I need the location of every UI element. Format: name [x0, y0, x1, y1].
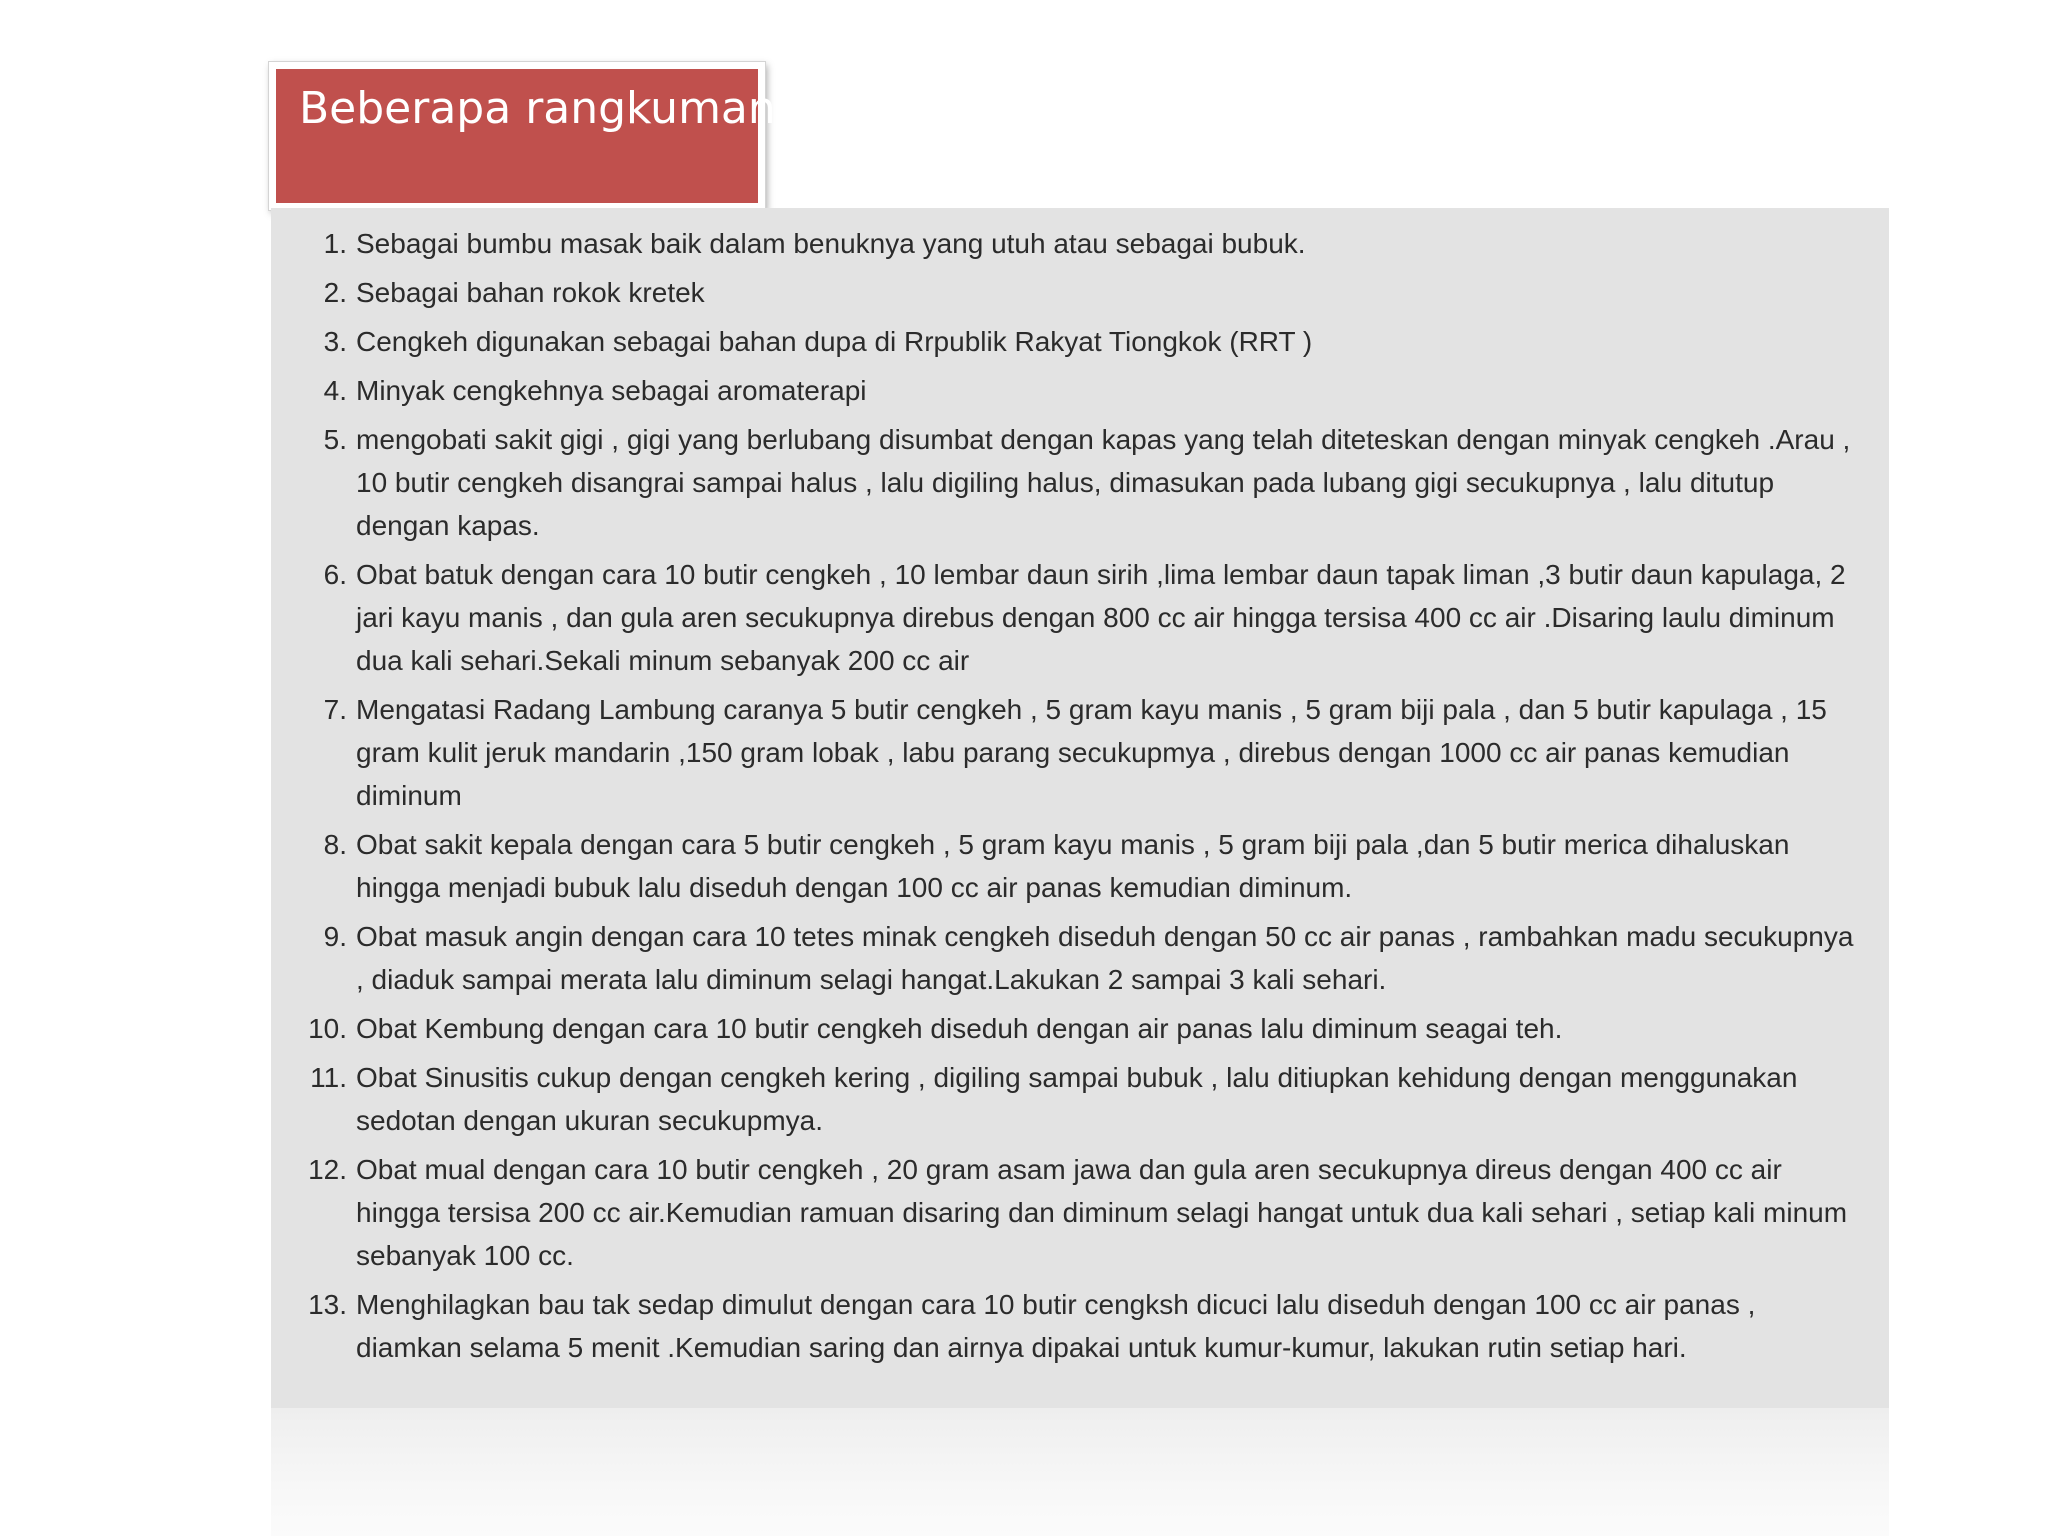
list-item-text: Cengkeh digunakan sebagai bahan dupa di Rrpublik Rakyat Tiongkok (RRT ) — [356, 326, 1313, 357]
list-item-number: 9. — [323, 921, 347, 952]
list-item-text: Mengatasi Radang Lambung caranya 5 butir cengkeh , 5 gram kayu manis , 5 gram biji pala , dan 5 butir kapulaga , 15 gram kulit jeruk mandarin ,150 gram lobak , labu parang secukupmya , direbus dengan 1000 cc air panas kemudian diminum — [356, 694, 1827, 811]
title-box — [269, 62, 776, 210]
list-item — [271, 1007, 1871, 1050]
list-item-number: 6. — [323, 559, 347, 590]
list-item-number: 2. — [323, 277, 347, 308]
list-item — [271, 369, 1871, 412]
list-item-text: Sebagai bumbu masak baik dalam benuknya yang utuh atau sebagai bubuk. — [356, 228, 1306, 259]
list-item-number: 13. — [308, 1289, 347, 1320]
list-item-number: 12. — [308, 1154, 347, 1185]
list-item — [271, 222, 1871, 265]
list-item — [271, 1056, 1871, 1142]
list-item-text: mengobati sakit gigi , gigi yang berlubang disumbat dengan kapas yang telah diteteskan dengan minyak cengkeh .Arau , 10 butir cengkeh disangrai sampai halus , lalu digiling halus, dimasukan pada lubang gigi secukupnya , lalu ditutup dengan kapas. — [356, 424, 1851, 541]
slide-title: Beberapa rangkuman — [299, 83, 776, 134]
panel-fade-strip — [271, 1408, 1889, 1536]
summary-list — [271, 222, 1871, 1375]
list-item-text: Obat mual dengan cara 10 butir cengkeh , 20 gram asam jawa dan gula aren secukupnya direus dengan 400 cc air hingga tersisa 200 cc air.Kemudian ramuan disaring dan diminum selagi hangat untuk dua kali sehari , setiap kali minum sebanyak 100 cc. — [356, 1154, 1848, 1271]
list-item-number: 4. — [323, 375, 347, 406]
list-item-text: Sebagai bahan rokok kretek — [356, 277, 705, 308]
content-panel — [271, 208, 1889, 1408]
list-item-text: Obat sakit kepala dengan cara 5 butir cengkeh , 5 gram kayu manis , 5 gram biji pala ,dan 5 butir merica dihaluskan hingga menjadi bubuk lalu diseduh dengan 100 cc air panas kemudian diminum. — [356, 829, 1790, 903]
list-item-text: Obat Sinusitis cukup dengan cengkeh kering , digiling sampai bubuk , lalu ditiupkan kehidung dengan menggunakan sedotan dengan ukuran secukupmya. — [356, 1062, 1798, 1136]
list-item-number: 5. — [323, 424, 347, 455]
list-item — [271, 915, 1871, 1001]
list-item-text: Obat Kembung dengan cara 10 butir cengkeh diseduh dengan air panas lalu diminum seagai teh. — [356, 1013, 1563, 1044]
list-item — [271, 553, 1871, 682]
list-item — [271, 688, 1871, 817]
list-item — [271, 271, 1871, 314]
list-item-number: 3. — [323, 326, 347, 357]
list-item — [271, 1148, 1871, 1277]
list-item-text: Obat masuk angin dengan cara 10 tetes minak cengkeh diseduh dengan 50 cc air panas , rambahkan madu secukupnya , diaduk sampai merata lalu diminum selagi hangat.Lakukan 2 sampai 3 kali sehari. — [356, 921, 1854, 995]
list-item — [271, 823, 1871, 909]
list-item-number: 10. — [308, 1013, 347, 1044]
list-item-text: Obat batuk dengan cara 10 butir cengkeh , 10 lembar daun sirih ,lima lembar daun tapak liman ,3 butir daun kapulaga, 2 jari kayu manis , dan gula aren secukupnya direbus dengan 800 cc air hingga tersisa 400 cc air .Disaring laulu diminum dua kali sehari.Sekali minum sebanyak 200 cc air — [356, 559, 1846, 676]
list-item — [271, 320, 1871, 363]
list-item — [271, 1283, 1871, 1369]
list-item-number: 1. — [323, 228, 347, 259]
list-item — [271, 418, 1871, 547]
list-item-number: 8. — [323, 829, 347, 860]
list-item-number: 11. — [310, 1062, 347, 1093]
list-item-text: Menghilagkan bau tak sedap dimulut dengan cara 10 butir cengksh dicuci lalu diseduh dengan 100 cc air panas , diamkan selama 5 menit .Kemudian saring dan airnya dipakai untuk kumur-kumur, lakukan rutin setiap hari. — [356, 1289, 1756, 1363]
list-item-text: Minyak cengkehnya sebagai aromaterapi — [356, 375, 867, 406]
list-item-number: 7. — [323, 694, 347, 725]
